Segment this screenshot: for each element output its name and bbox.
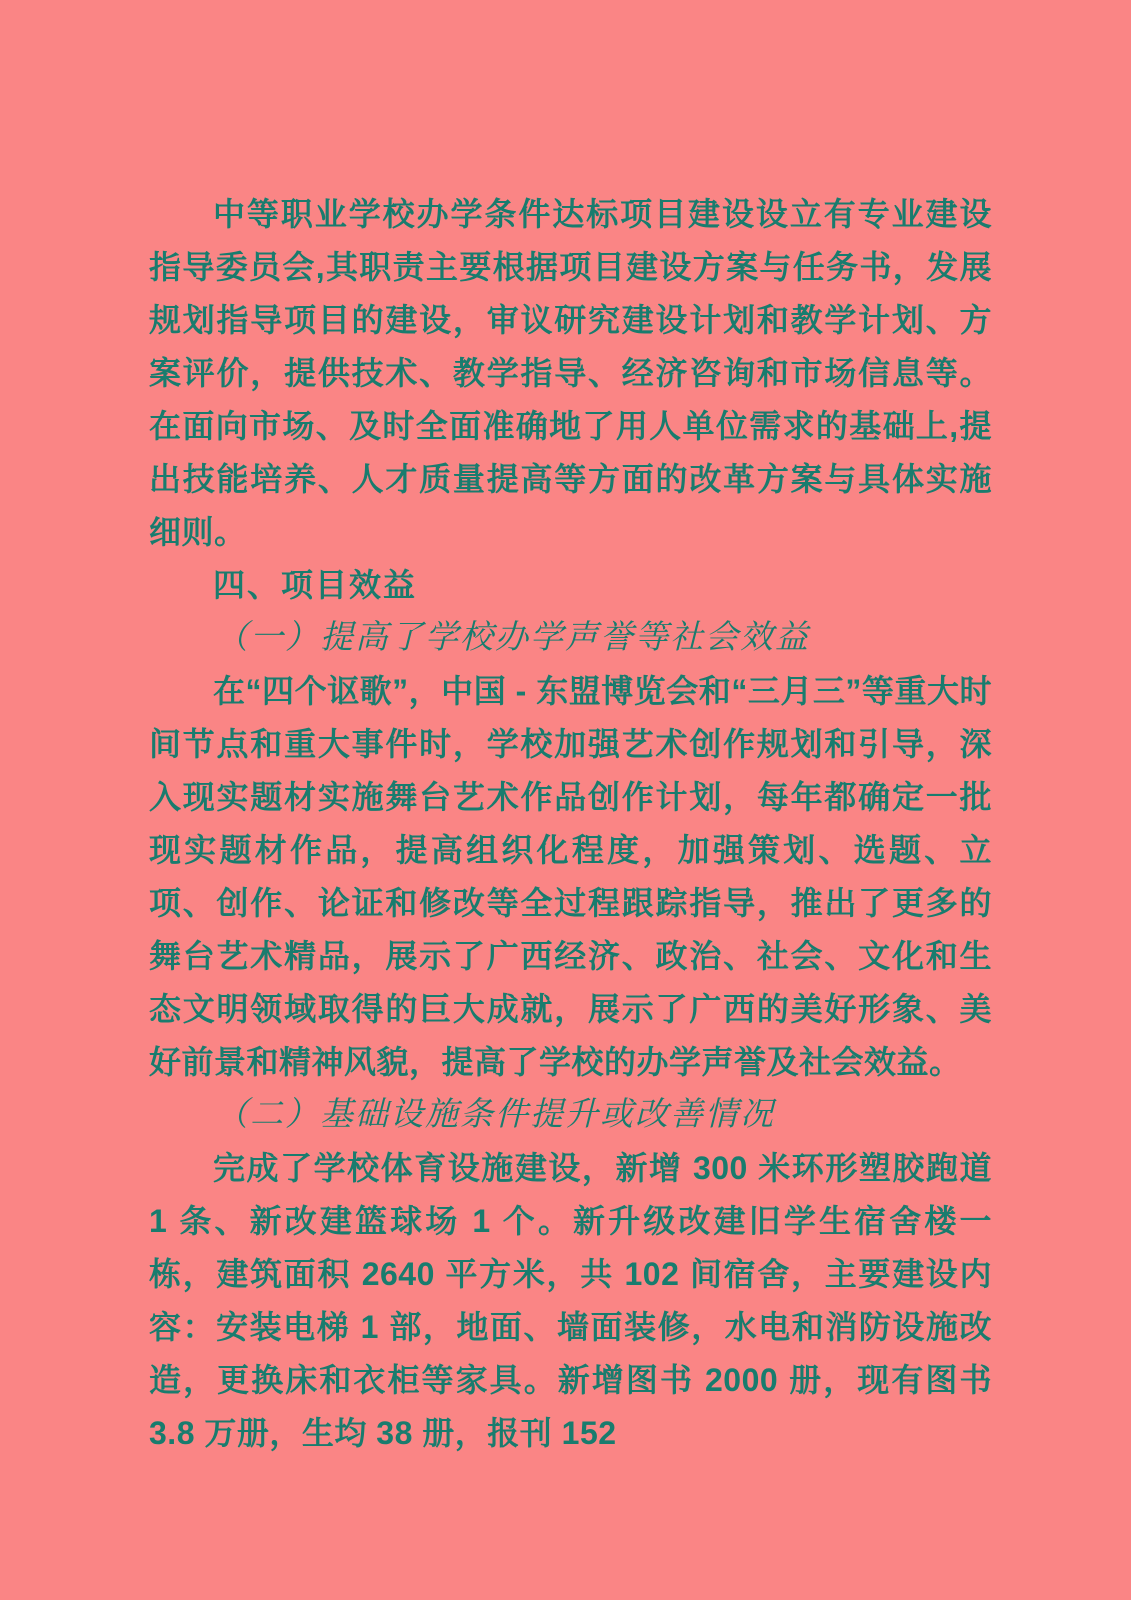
paragraph-infrastructure-improvement: 完成了学校体育设施建设，新增 300 米环形塑胶跑道 1 条、新改建篮球场 1 个。新升级改建旧学生宿舍楼一栋，建筑面积 2640 平方米，共 102 间宿舍，主要建设内容：安装电梯 1 部，地面、墙面装修，水电和消防设施改造，更换床和衣柜等家具。新增图书 2000 册，现有图书 3.8 万册，生均 38 册，报刊 152 xyxy=(149,1150,992,1451)
subheading-social-benefits: （一）提高了学校办学声誉等社会效益 xyxy=(215,620,810,656)
paragraph-social-benefits: 在“四个讴歌”，中国 - 东盟博览会和“三月三”等重大时间节点和重大事件时，学校加强艺术创作规划和引导，深入现实题材实施舞台艺术作品创作计划，每年都确定一批现实题材作品，提高组织化程度，加强策划、选题、立项、创作、论证和修改等全过程跟踪指导，推出了更多的舞台艺术精品，展示了广西经济、政治、社会、文化和生态文明领域取得的巨大成就，展示了广西的美好形象、美好前景和精神风貌，提高了学校的办学声誉及社会效益。 xyxy=(149,673,992,1080)
subheading-infrastructure-improvement: （二）基础设施条件提升或改善情况 xyxy=(215,1097,775,1133)
document-content xyxy=(149,188,992,1460)
section-heading-project-benefits: 四、项目效益 xyxy=(213,567,418,603)
paragraph-committee-overview: 中等职业学校办学条件达标项目建设设立有专业建设指导委员会,其职责主要根据项目建设方案与任务书，发展规划指导项目的建设，审议研究建设计划和教学计划、方案评价，提供技术、教学指导、经济咨询和市场信息等。在面向市场、及时全面准确地了用人单位需求的基础上,提出技能培养、人才质量提高等方面的改革方案与具体实施细则。 xyxy=(149,196,992,550)
